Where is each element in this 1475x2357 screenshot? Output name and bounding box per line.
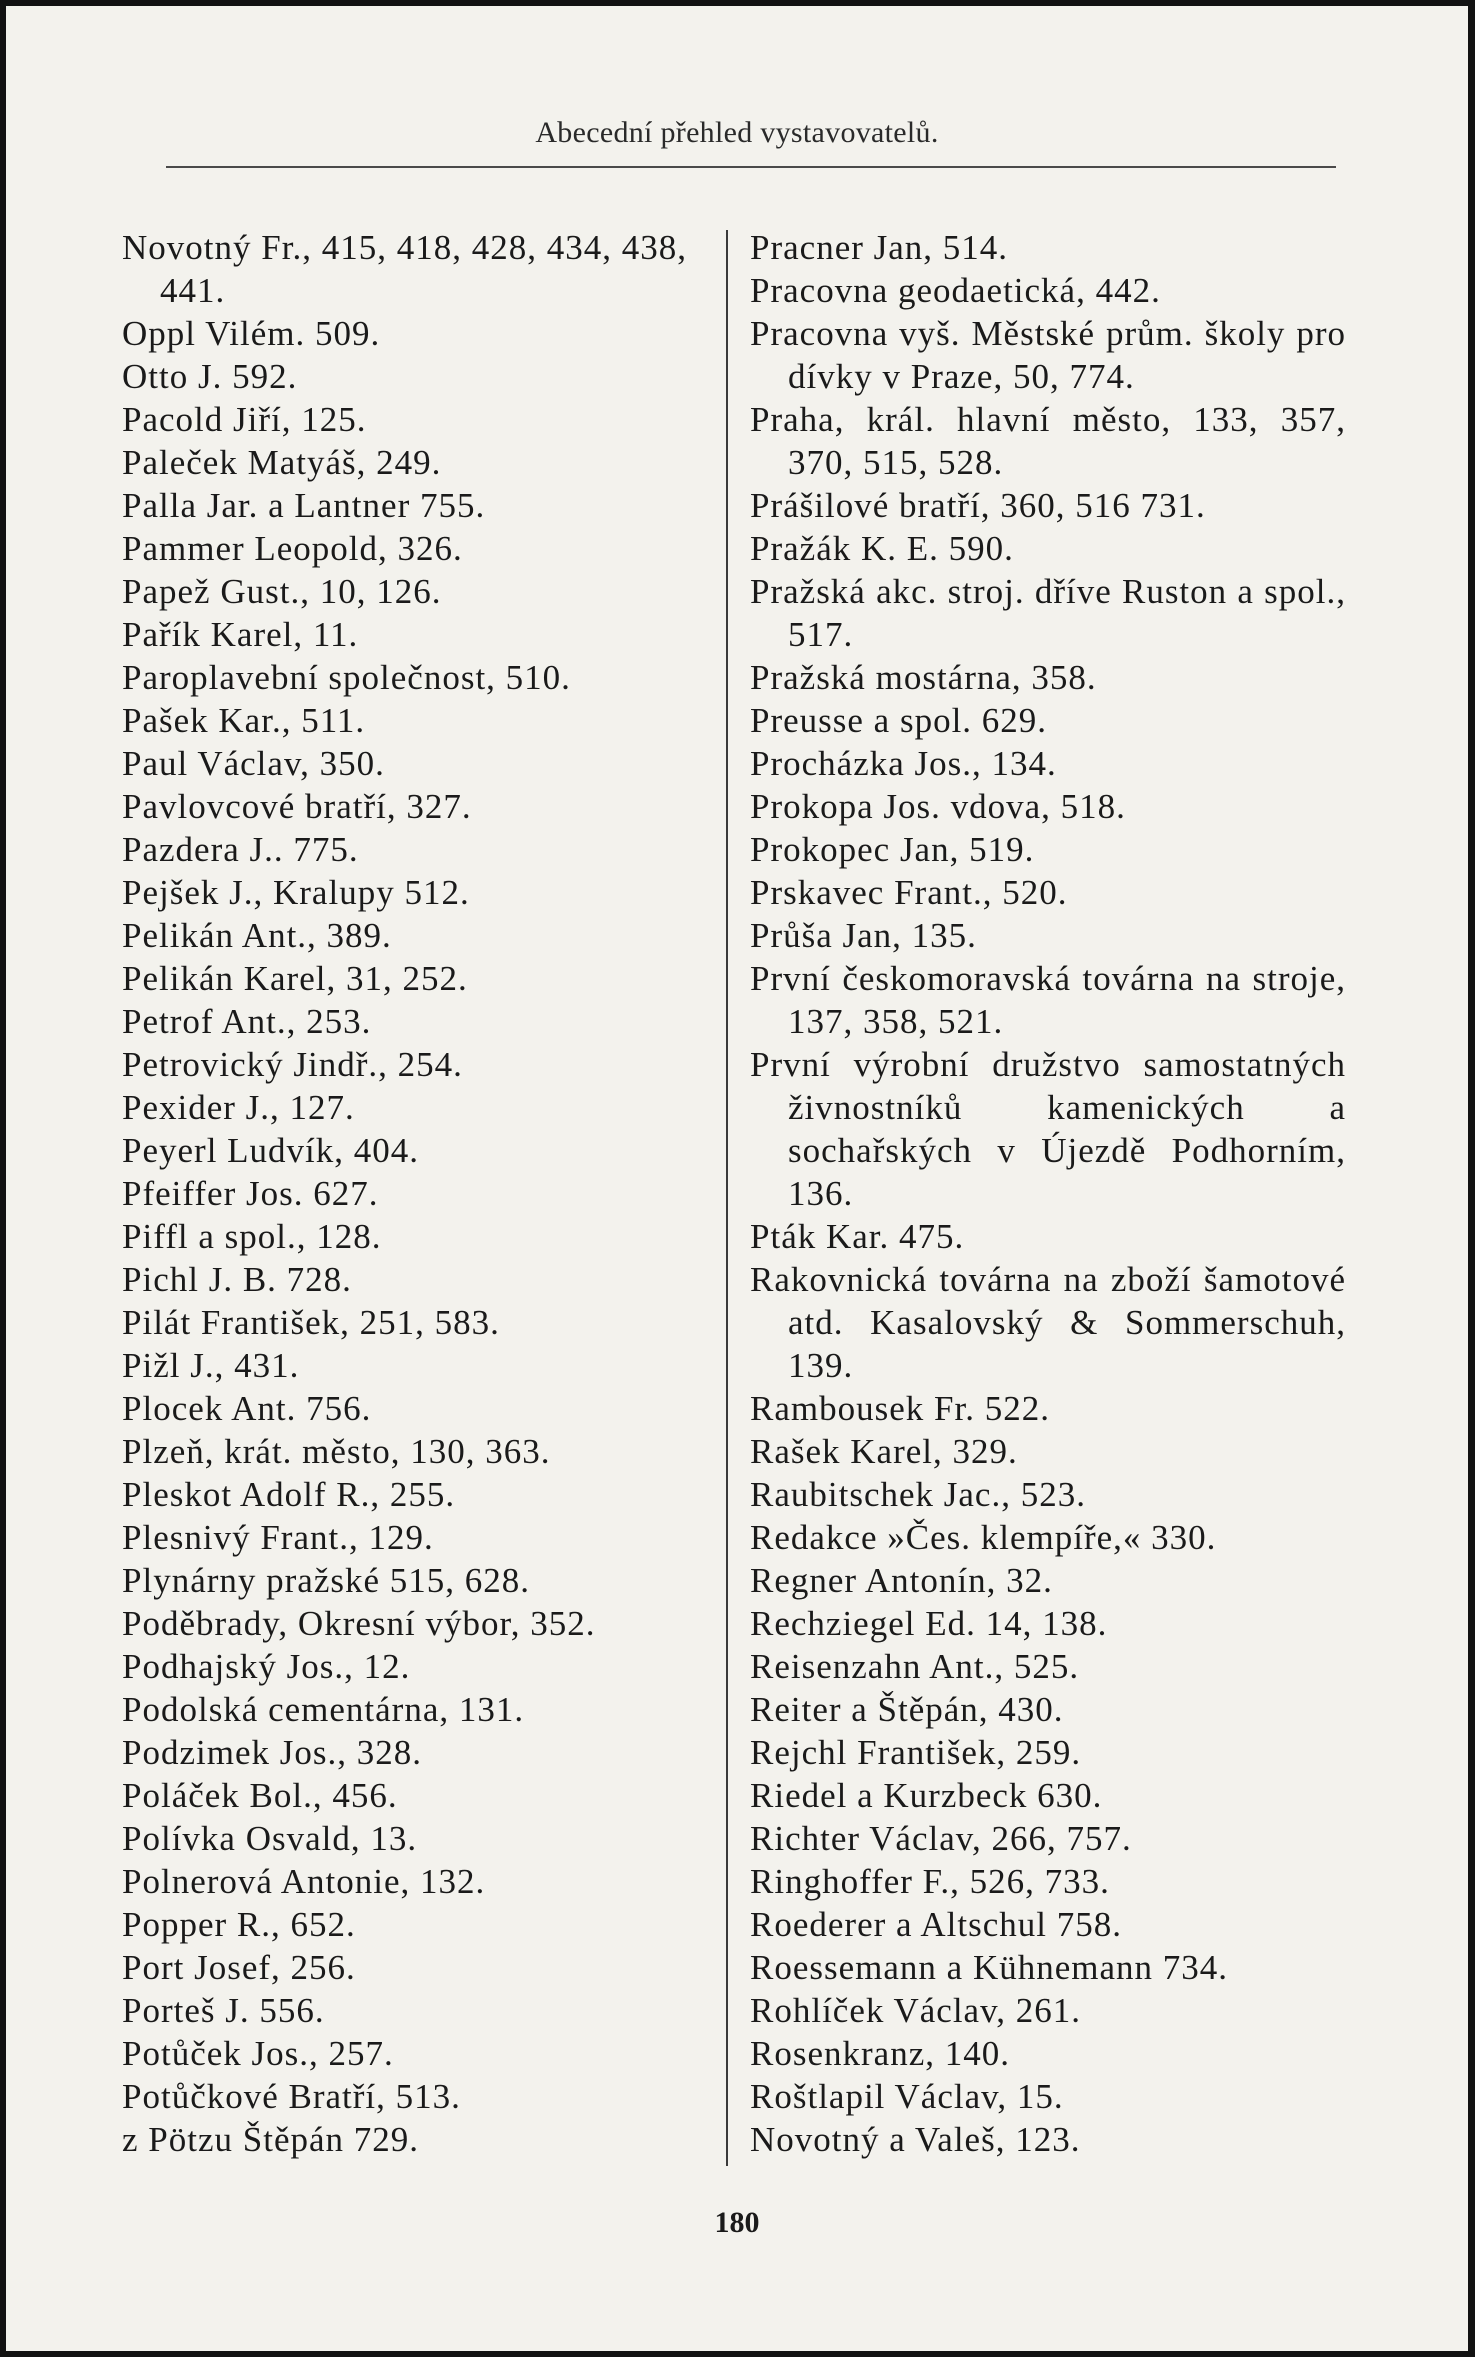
index-entry: Paul Václav, 350.	[122, 744, 385, 783]
index-entry: Pták Kar. 475.	[750, 1217, 965, 1256]
index-entry: Pražská mostárna, 358.	[750, 658, 1097, 697]
index-entry: Roederer a Altschul 758.	[750, 1905, 1122, 1944]
index-entry: Novotný Fr., 415, 418, 428, 434, 438, 441.	[122, 228, 687, 310]
index-entry: Pejšek J., Kralupy 512.	[122, 873, 470, 912]
index-entry: První českomoravská továrna na stroje, 137, 358, 521.	[750, 959, 1346, 1041]
index-entry: Paroplavební společnost, 510.	[122, 658, 571, 697]
index-entry: Rašek Karel, 329.	[750, 1432, 1018, 1471]
index-entry: Ringhoffer F., 526, 733.	[750, 1862, 1110, 1901]
index-entry: Redakce »Čes. klempíře,« 330.	[750, 1518, 1217, 1557]
index-entry: Potůček Jos., 257.	[122, 2034, 394, 2073]
index-entry: Reisenzahn Ant., 525.	[750, 1647, 1080, 1686]
index-entry: Plesnivý Frant., 129.	[122, 1518, 434, 1557]
header-rule	[166, 166, 1336, 168]
index-entry: Pracovna vyš. Městské prům. školy pro dívky v Praze, 50, 774.	[750, 314, 1346, 396]
index-entry: Plzeň, krát. město, 130, 363.	[122, 1432, 551, 1471]
index-entry: Pacold Jiří, 125.	[122, 400, 367, 439]
index-entry: První výrobní družstvo samostatných živnostníků kamenických a sochařských v Újezdě Podhorním, 136.	[750, 1045, 1346, 1213]
index-entry: Podhajský Jos., 12.	[122, 1647, 411, 1686]
index-entry: Poláček Bol., 456.	[122, 1776, 398, 1815]
index-entry: Piffl a spol., 128.	[122, 1217, 382, 1256]
index-entry: Pelikán Karel, 31, 252.	[122, 959, 468, 998]
index-entry: Podolská cementárna, 131.	[122, 1690, 525, 1729]
index-entry: Port Josef, 256.	[122, 1948, 356, 1987]
index-entry: Reiter a Štěpán, 430.	[750, 1690, 1064, 1729]
index-entry: Peyerl Ludvík, 404.	[122, 1131, 420, 1170]
index-entry: Rosenkranz, 140.	[750, 2034, 1010, 2073]
index-entry: Pavlovcové bratří, 327.	[122, 787, 472, 826]
index-entry: Rakovnická továrna na zboží šamotové atd. Kasalovský & Sommerschuh, 139.	[750, 1260, 1346, 1385]
index-entry: Pašek Kar., 511.	[122, 701, 366, 740]
index-entry: Pižl J., 431.	[122, 1346, 300, 1385]
index-entry: Pazdera J.. 775.	[122, 830, 359, 869]
index-entry: Roštlapil Václav, 15.	[750, 2077, 1064, 2116]
index-entry: Pilát František, 251, 583.	[122, 1303, 500, 1342]
index-entry: Preusse a spol. 629.	[750, 701, 1048, 740]
index-entry: Pammer Leopold, 326.	[122, 529, 463, 568]
index-entry: Regner Antonín, 32.	[750, 1561, 1053, 1600]
index-entry: Pařík Karel, 11.	[122, 615, 359, 654]
index-entry: Petrof Ant., 253.	[122, 1002, 372, 1041]
index-entry: Rambousek Fr. 522.	[750, 1389, 1050, 1428]
index-entry: Popper R., 652.	[122, 1905, 356, 1944]
index-entry: Pražská akc. stroj. dříve Ruston a spol., 517.	[750, 572, 1346, 654]
page-number: 180	[714, 2206, 760, 2239]
index-entry: Rohlíček Václav, 261.	[750, 1991, 1082, 2030]
index-entry: Raubitschek Jac., 523.	[750, 1475, 1086, 1514]
index-entry: Rechziegel Ed. 14, 138.	[750, 1604, 1108, 1643]
index-entry: Pfeiffer Jos. 627.	[122, 1174, 379, 1213]
index-entry: Prášilové bratří, 360, 516 731.	[750, 486, 1206, 525]
index-entry: z Pötzu Štěpán 729.	[122, 2120, 420, 2159]
index-entry: Procházka Jos., 134.	[750, 744, 1057, 783]
index-entry: Richter Václav, 266, 757.	[750, 1819, 1132, 1858]
index-entry: Palla Jar. a Lantner 755.	[122, 486, 486, 525]
index-entry: Rejchl František, 259.	[750, 1733, 1082, 1772]
index-entry: Podzimek Jos., 328.	[122, 1733, 422, 1772]
index-entry: Prokopa Jos. vdova, 518.	[750, 787, 1126, 826]
index-entry: Poděbrady, Okresní výbor, 352.	[122, 1604, 596, 1643]
index-entry: Novotný a Valeš, 123.	[750, 2120, 1081, 2159]
running-header: Abecední přehled vystavovatelů.	[535, 116, 939, 149]
index-entry: Pichl J. B. 728.	[122, 1260, 352, 1299]
index-entry: Plynárny pražské 515, 628.	[122, 1561, 531, 1600]
index-entry: Pleskot Adolf R., 255.	[122, 1475, 456, 1514]
index-entry: Polívka Osvald, 13.	[122, 1819, 418, 1858]
index-entry: Pexider J., 127.	[122, 1088, 355, 1127]
index-entry: Pelikán Ant., 389.	[122, 916, 392, 955]
right-column	[750, 226, 1346, 2161]
index-entry: Pracovna geodaetická, 442.	[750, 271, 1161, 310]
index-entry: Prokopec Jan, 519.	[750, 830, 1035, 869]
index-entry: Průša Jan, 135.	[750, 916, 977, 955]
index-entry: Pracner Jan, 514.	[750, 228, 1009, 267]
index-entry: Oppl Vilém. 509.	[122, 314, 381, 353]
index-entry: Roessemann a Kühnemann 734.	[750, 1948, 1229, 1987]
index-entry: Potůčkové Bratří, 513.	[122, 2077, 461, 2116]
index-entry: Praha, král. hlavní město, 133, 357, 370, 515, 528.	[750, 400, 1346, 482]
index-entry: Polnerová Antonie, 132.	[122, 1862, 486, 1901]
page	[6, 6, 1468, 2351]
index-entry: Papež Gust., 10, 126.	[122, 572, 442, 611]
column-divider	[726, 230, 728, 2166]
index-entry: Paleček Matyáš, 249.	[122, 443, 442, 482]
index-entry: Petrovický Jindř., 254.	[122, 1045, 463, 1084]
index-entry: Plocek Ant. 756.	[122, 1389, 372, 1428]
index-entry: Otto J. 592.	[122, 357, 298, 396]
left-column	[122, 226, 722, 2161]
index-entry: Pražák K. E. 590.	[750, 529, 1014, 568]
index-entry: Porteš J. 556.	[122, 1991, 325, 2030]
index-entry: Riedel a Kurzbeck 630.	[750, 1776, 1103, 1815]
index-entry: Prskavec Frant., 520.	[750, 873, 1068, 912]
